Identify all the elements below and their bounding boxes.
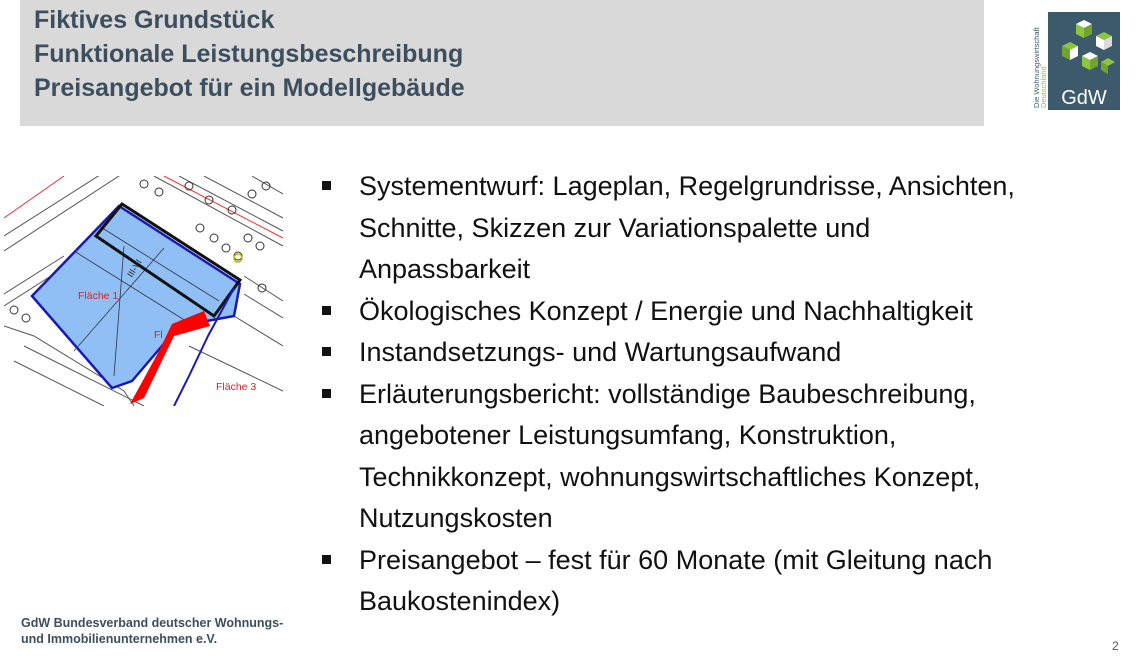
title-line-2: Funktionale Leistungsbeschreibung — [34, 40, 464, 68]
bullet-item: Preisangebot – fest für 60 Monate (mit Gleitung nach Baukostenindex) — [322, 540, 1122, 623]
bullet-marker — [322, 555, 331, 564]
bullet-marker — [322, 181, 331, 190]
plan-label-area-1: Fläche 1 — [78, 290, 119, 302]
logo-wordmark: GdW — [1061, 87, 1107, 109]
footer-line-2: und Immobilienunternehmen e.V. — [21, 632, 218, 646]
bullet-marker — [322, 306, 331, 315]
logo-tagline-2: Deutschland — [1039, 66, 1048, 108]
plan-label-area-2: Fl — [154, 329, 163, 341]
bullet-marker — [322, 347, 331, 356]
bullet-item: Instandsetzungs- und Wartungsaufwand — [322, 332, 1122, 374]
title-line-3: Preisangebot für ein Modellgebäude — [34, 74, 465, 102]
footer-organization — [21, 615, 283, 647]
plan-label-area-3: Fläche 3 — [216, 381, 257, 393]
site-plan-image — [4, 176, 283, 406]
logo-tagline-1: Die Wohnungswirtschaft — [1032, 27, 1041, 108]
plan-label-floors: III-VI — [125, 257, 144, 280]
bullet-list — [322, 166, 1122, 623]
bullet-marker — [322, 389, 331, 398]
footer-line-1: GdW Bundesverband deutscher Wohnungs- — [21, 616, 284, 630]
title-line-1: Fiktives Grundstück — [34, 6, 275, 34]
title-banner — [20, 0, 984, 126]
bullet-item: Ökologisches Konzept / Energie und Nachhaltigkeit — [322, 291, 1122, 333]
bullet-item: Erläuterungsbericht: vollständige Baubeschreibung, angebotener Leistungsumfang, Konstruktion, Technikkonzept, wohnungswirtschaftliches Konzept, Nutzungskosten — [322, 374, 1122, 540]
page-number: 2 — [1112, 639, 1119, 653]
gdw-logo — [1030, 12, 1120, 110]
bullet-item: Systementwurf: Lageplan, Regelgrundrisse, Ansichten, Schnitte, Skizzen zur Variationspalette und Anpassbarkeit — [322, 166, 1122, 291]
